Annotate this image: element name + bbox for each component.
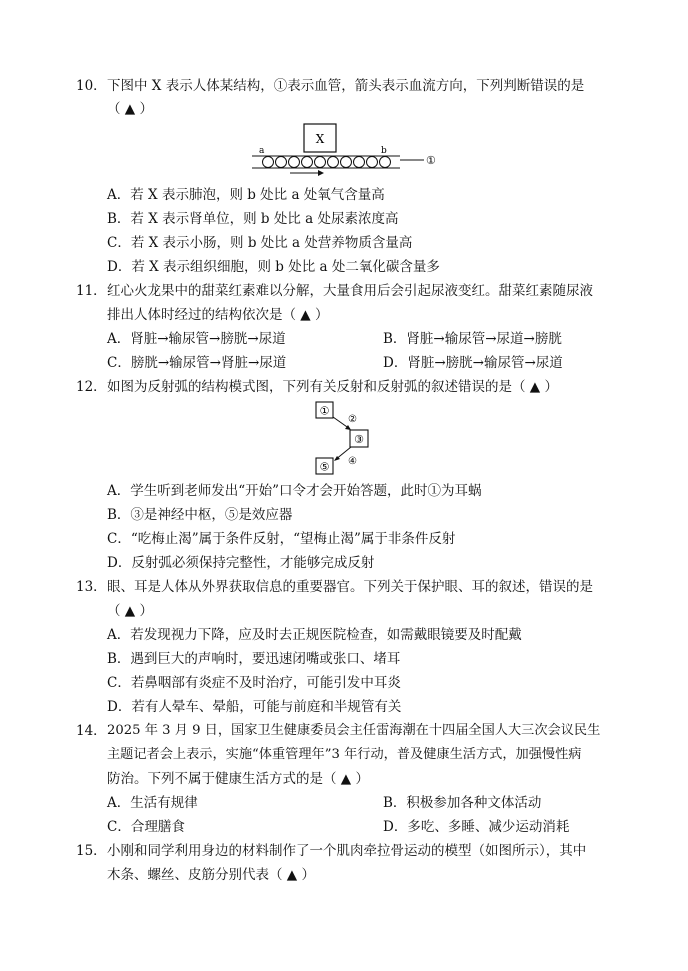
q10-option-c: C．若 X 表示小肠，则 b 处比 a 处营养物质含量高 bbox=[107, 235, 413, 251]
q11-stem-line1: 红心火龙果中的甜菜红素难以分解，大量食用后会引起尿液变红。甜菜红素随尿液 bbox=[107, 283, 593, 299]
vessel-label: ① bbox=[426, 154, 436, 167]
q14-option-c: C．合理膳食 bbox=[107, 819, 185, 835]
q12-number: 12． bbox=[76, 379, 107, 395]
point-b-label: b bbox=[381, 146, 387, 156]
q10-stem-line2: （ ▲ ） bbox=[107, 101, 153, 117]
q11-option-b: B．肾脏→输尿管→尿道→膀胱 bbox=[383, 331, 562, 347]
q13-option-a: A．若发现视力下降，应及时去正规医院检查，如需戴眼镜要及时配戴 bbox=[107, 627, 522, 643]
capillary-circles bbox=[263, 157, 391, 168]
q11-number: 11． bbox=[76, 283, 107, 299]
q10-option-d: D．若 X 表示组织细胞，则 b 处比 a 处二氧化碳含量多 bbox=[107, 259, 440, 275]
point-a-label: a bbox=[259, 146, 265, 156]
q12-option-b: B．③是神经中枢，⑤是效应器 bbox=[107, 507, 293, 523]
q12-option-c: C．“吃梅止渴”属于条件反射，“望梅止渴”属于非条件反射 bbox=[107, 531, 456, 547]
q14-option-a: A．生活有规律 bbox=[107, 795, 198, 811]
q11-option-d: D．肾脏→膀胱→输尿管→尿道 bbox=[383, 355, 563, 371]
q13-number: 13． bbox=[76, 579, 107, 595]
q12-option-a: A．学生听到老师发出“开始”口令才会开始答题，此时①为耳蜗 bbox=[107, 483, 482, 499]
q10-number: 10． bbox=[76, 78, 107, 94]
q12-reflex-arc-diagram bbox=[314, 400, 384, 478]
q13-option-c: C．若鼻咽部有炎症不及时治疗，可能引发中耳炎 bbox=[107, 675, 401, 691]
q14-stem-line3: 防治。下列不属于健康生活方式的是（ ▲ ） bbox=[107, 771, 369, 787]
q10-option-b: B．若 X 表示肾单位，则 b 处比 a 处尿素浓度高 bbox=[107, 211, 399, 227]
q10-stem-line1: 下图中 X 表示人体某结构，①表示血管，箭头表示血流方向，下列判断错误的是 bbox=[107, 78, 585, 94]
q12-option-d: D．反射弧必须保持完整性，才能够完成反射 bbox=[107, 555, 375, 571]
q15-stem-line1: 小刚和同学利用身边的材料制作了一个肌肉牵拉骨运动的模型（如图所示），其中 bbox=[107, 843, 587, 859]
box1-label: ① bbox=[319, 404, 330, 418]
arrow4-label: ④ bbox=[348, 456, 357, 467]
q14-stem-line1: 2025 年 3 月 9 日，国家卫生健康委员会主任雷海潮在十四届全国人大三次会议民生 bbox=[107, 723, 601, 738]
q15-stem-line2: 木条、螺丝、皮筋分别代表（ ▲ ） bbox=[107, 867, 315, 883]
q11-option-c: C．膀胱→输尿管→肾脏→尿道 bbox=[107, 355, 287, 371]
q10-diagram bbox=[250, 122, 450, 178]
q13-stem-line1: 眼、耳是人体从外界获取信息的重要器官。下列关于保护眼、耳的叙述，错误的是 bbox=[107, 579, 593, 595]
q15-number: 15． bbox=[76, 843, 107, 859]
q14-option-b: B．积极参加各种文体活动 bbox=[383, 795, 542, 811]
q14-option-d: D．多吃、多睡、减少运动消耗 bbox=[383, 819, 570, 835]
q12-stem-line1: 如图为反射弧的结构模式图，下列有关反射和反射弧的叙述错误的是（ ▲ ） bbox=[107, 379, 558, 395]
box5-label: ⑤ bbox=[319, 460, 330, 474]
q11-stem-line2: 排出人体时经过的结构依次是（ ▲ ） bbox=[107, 307, 329, 323]
q14-number: 14． bbox=[76, 723, 107, 739]
arrow2-label: ② bbox=[348, 414, 357, 425]
q13-option-b: B．遇到巨大的声响时，要迅速闭嘴或张口、堵耳 bbox=[107, 651, 401, 667]
q10-option-a: A．若 X 表示肺泡，则 b 处比 a 处氧气含量高 bbox=[107, 187, 385, 203]
q14-stem-line2: 主题记者会上表示，实施“体重管理年”3 年行动，普及健康生活方式，加强慢性病 bbox=[107, 747, 582, 762]
q13-stem-line2: （ ▲ ） bbox=[107, 603, 153, 619]
blood-flow-arrow-icon bbox=[290, 170, 324, 176]
q13-option-d: D．若有人晕车、晕船，可能与前庭和半规管有关 bbox=[107, 699, 402, 715]
structure-x-label: X bbox=[315, 132, 325, 146]
box3-label: ③ bbox=[354, 433, 364, 446]
q11-option-a: A．肾脏→输尿管→膀胱→尿道 bbox=[107, 331, 286, 347]
